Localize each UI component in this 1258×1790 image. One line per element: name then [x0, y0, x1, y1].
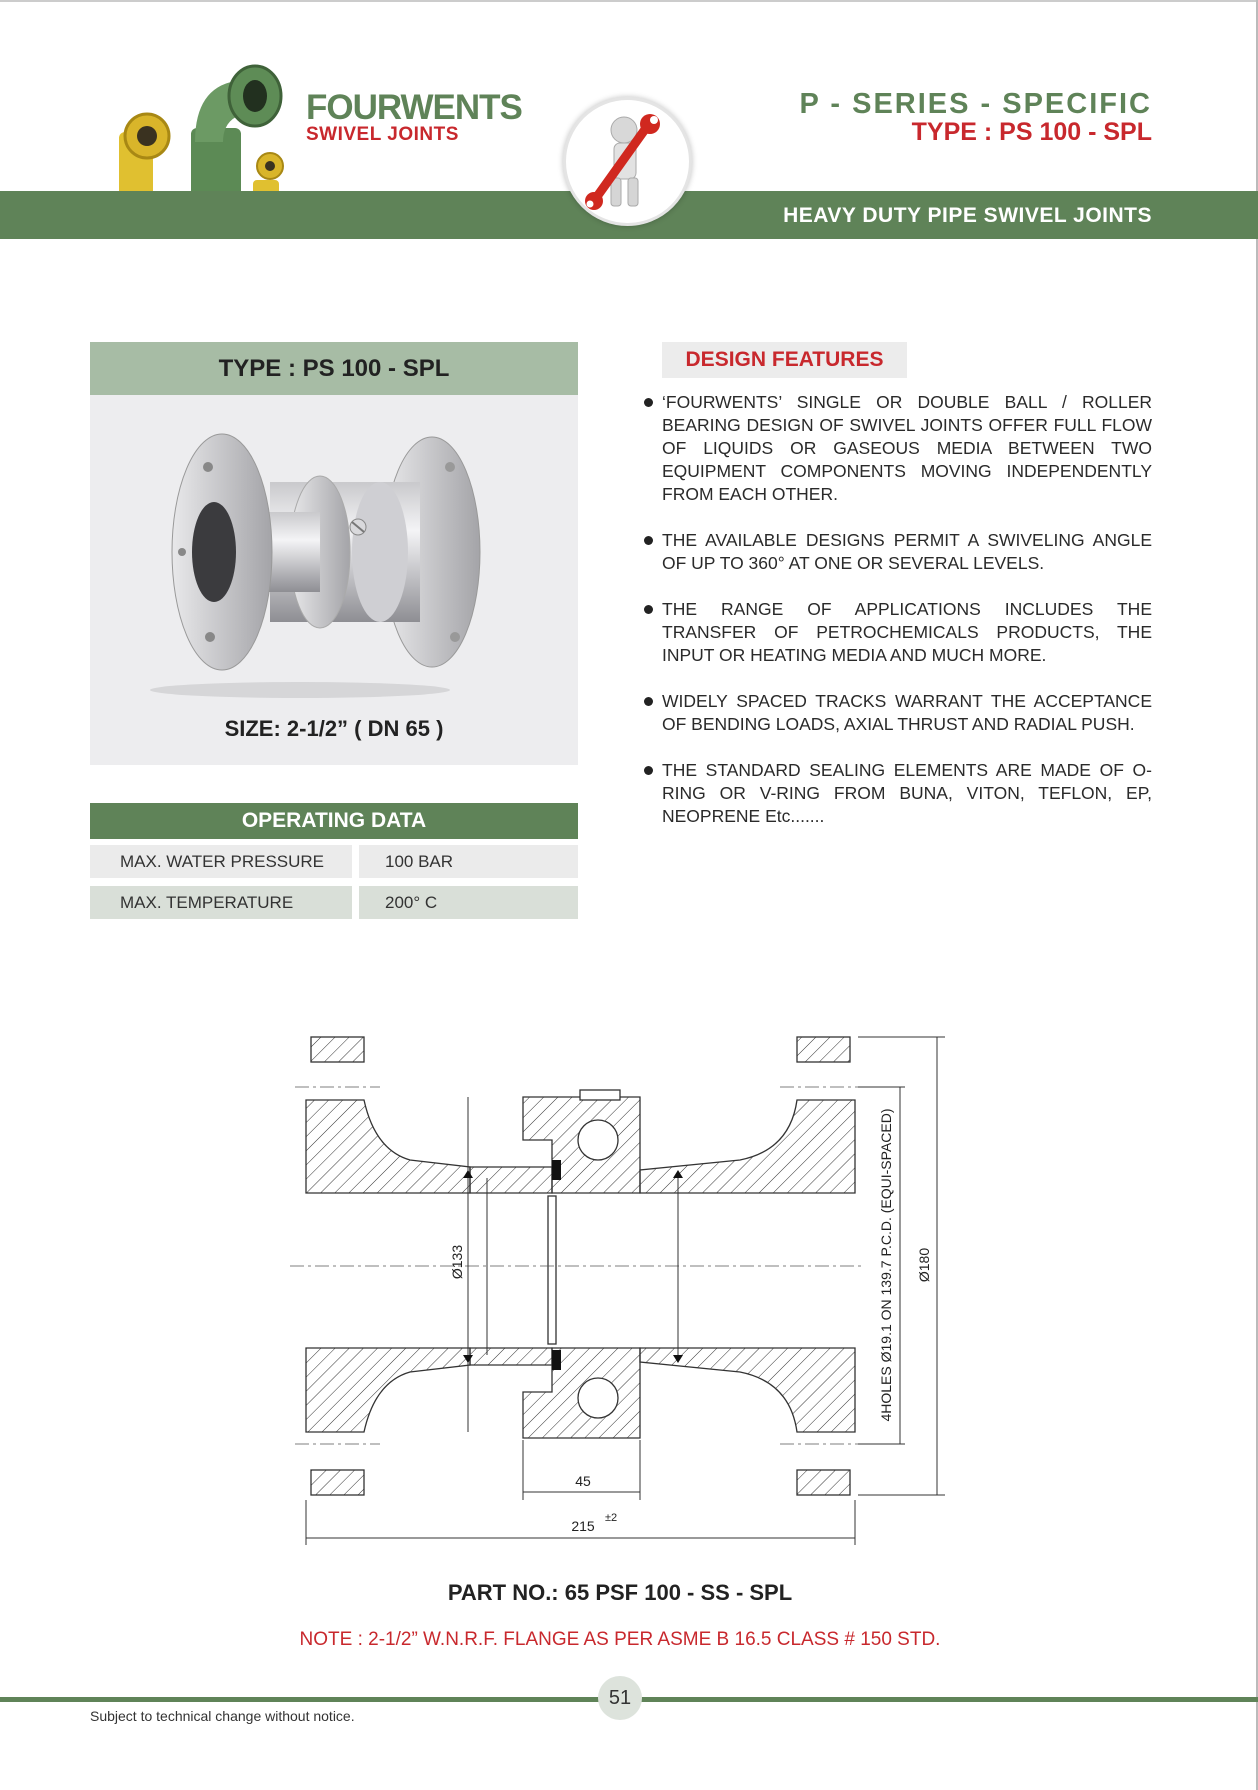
dim-215-label: 215 — [571, 1518, 595, 1534]
op-label-temperature: MAX. TEMPERATURE — [90, 886, 352, 919]
feature-item: THE RANGE OF APPLICATIONS INCLUDES THE TRANSFER OF PETROCHEMICALS PRODUCTS, THE INPUT OR HEATING MEDIA AND MUCH MORE. — [648, 598, 1152, 667]
operating-data-heading: OPERATING DATA — [90, 803, 578, 839]
page-number: 51 — [598, 1676, 642, 1720]
feature-item: THE AVAILABLE DESIGNS PERMIT A SWIVELING ANGLE OF UP TO 360° AT ONE OR SEVERAL LEVELS. — [648, 529, 1152, 575]
dim-tolerance-label: ±2 — [605, 1512, 618, 1524]
part-number: PART NO.: 65 PSF 100 - SS - SPL — [447, 1580, 793, 1605]
dim-bore-label: Ø133 — [449, 1244, 465, 1280]
design-features-heading: DESIGN FEATURES — [662, 342, 907, 378]
brand-name: FOURWENTS — [306, 88, 522, 127]
feature-item: WIDELY SPACED TRACKS WARRANT THE ACCEPTANCE OF BENDING LOADS, AXIAL THRUST AND RADIAL PUSH. — [648, 690, 1152, 736]
product-type-title: TYPE : PS 100 - SPL — [218, 355, 450, 382]
feature-item: THE STANDARD SEALING ELEMENTS ARE MADE OF O-RING OR V-RING FROM BUNA, VITON, TEFLON, EP, NEOPRENE Etc....... — [648, 759, 1152, 828]
dim-45-label: 45 — [575, 1473, 591, 1489]
dim-holes-label: 4HOLES Ø19.1 ON 139.7 P.C.D. (EQUI-SPACED) — [878, 1108, 894, 1422]
series-title: P - SERIES - SPECIFIC — [799, 88, 1152, 120]
disclaimer: Subject to technical change without notice. — [90, 1708, 355, 1724]
feature-item: ‘FOURWENTS’ SINGLE OR DOUBLE BALL / ROLLER BEARING DESIGN OF SWIVEL JOINTS OFFER FULL FLOW OF LIQUIDS OR GASEOUS MEDIA BETWEEN TWO EQUIPMENT COMPONENTS MOVING INDEPENDENTLY FROM EACH OTHER. — [648, 391, 1152, 506]
op-value-temperature: 200° C — [359, 886, 578, 919]
dim-outer-label: Ø180 — [916, 1247, 932, 1283]
flange-note: NOTE : 2-1/2” W.N.R.F. FLANGE AS PER ASME B 16.5 CLASS # 150 STD. — [299, 1629, 941, 1650]
product-size: SIZE: 2-1/2” ( DN 65 ) — [224, 716, 444, 741]
op-value-pressure: 100 BAR — [359, 845, 578, 878]
type-title: TYPE : PS 100 - SPL — [911, 118, 1152, 146]
brand-subtitle: SWIVEL JOINTS — [306, 124, 459, 145]
op-label-pressure: MAX. WATER PRESSURE — [90, 845, 352, 878]
header-band-title: HEAVY DUTY PIPE SWIVEL JOINTS — [783, 204, 1152, 227]
